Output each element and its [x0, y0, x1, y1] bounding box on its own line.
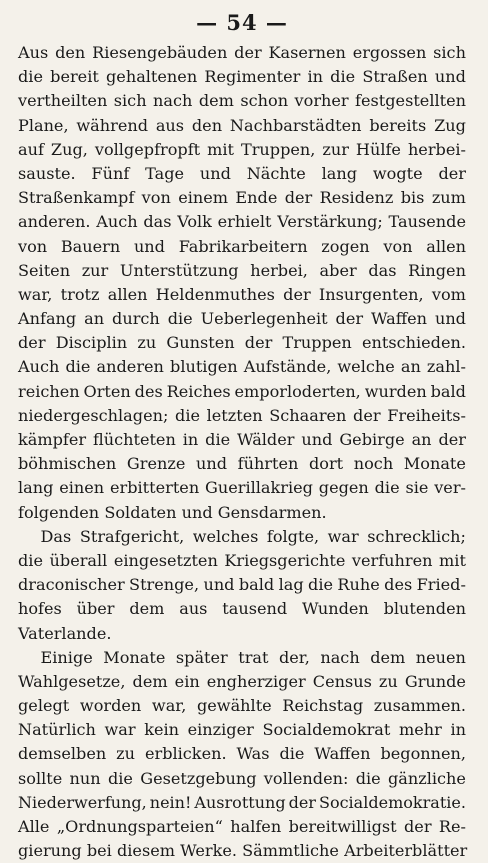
text-line — [18, 283, 466, 307]
text-line — [18, 597, 466, 621]
word: Aufstände, — [243, 357, 332, 377]
word: und — [133, 236, 165, 256]
word: sollte — [18, 768, 63, 788]
word: der — [335, 309, 364, 329]
word: gegen — [318, 478, 369, 498]
word: des — [384, 575, 413, 595]
word: bis — [400, 188, 425, 208]
word: Tausende — [388, 212, 466, 232]
text-line — [18, 186, 466, 210]
word: Sämmtliche — [242, 841, 339, 861]
body-text — [18, 41, 466, 863]
word: während — [76, 115, 149, 135]
text-line — [18, 114, 466, 138]
word: dem — [129, 599, 165, 619]
word: Gesetzgebung — [140, 768, 257, 788]
word: Census — [312, 671, 372, 691]
word: Straßenkampf — [18, 188, 135, 208]
word: engherziger — [206, 671, 306, 691]
word: die — [205, 430, 231, 449]
word: Natürlich — [18, 720, 96, 740]
word: später — [175, 647, 228, 667]
word: herbei- — [407, 139, 466, 159]
word: erbitterten — [110, 478, 200, 498]
word: bereits — [369, 115, 427, 135]
word: letzten — [206, 405, 263, 425]
word: Kriegsgerichte — [224, 550, 346, 570]
word: Ausrottung — [194, 792, 286, 812]
word: demselben — [18, 744, 107, 764]
word: lang — [321, 163, 358, 183]
word: dem — [198, 91, 234, 111]
text-line — [18, 670, 466, 694]
word: Ueberlegenheit — [200, 309, 328, 329]
word: war — [327, 526, 359, 546]
word: Fried- — [416, 575, 466, 595]
text-line — [18, 839, 466, 863]
word: Volk — [177, 212, 212, 232]
word: Freiheits- — [387, 405, 466, 425]
word: in — [307, 67, 323, 87]
word: zum — [431, 188, 466, 208]
text-line — [18, 791, 466, 815]
word: Socialdemokrat — [262, 720, 391, 740]
text-line — [18, 476, 466, 500]
text-line — [18, 501, 466, 525]
word: dem — [132, 671, 168, 691]
word: und — [203, 575, 235, 595]
word: Fünf — [91, 163, 130, 183]
word: vom — [431, 284, 466, 304]
word: vorher — [294, 91, 349, 111]
word: die — [374, 478, 400, 498]
word: Waffen — [314, 744, 371, 764]
word: einziger — [187, 720, 254, 740]
word: mit — [439, 550, 466, 570]
word: ergossen — [352, 43, 427, 62]
word: Plane, — [18, 115, 69, 135]
word: der — [283, 284, 311, 304]
word: das — [368, 260, 397, 280]
word: allen — [426, 236, 466, 256]
word: gewählte — [196, 696, 272, 716]
text-line — [18, 307, 466, 331]
word: Strafgericht, — [79, 526, 185, 546]
word: Guerillakrieg — [205, 478, 313, 498]
word: herbei, — [250, 260, 308, 280]
word: Tage — [145, 163, 185, 183]
word: der, — [278, 647, 310, 667]
text-line — [18, 428, 466, 452]
word: wurden — [364, 381, 427, 401]
word: gelegt — [18, 696, 70, 716]
word: Straßen — [362, 67, 428, 87]
word: niedergeschlagen; — [18, 405, 169, 425]
word: aber — [319, 260, 357, 280]
word: und — [181, 502, 213, 522]
word: zu — [137, 333, 157, 353]
text-line — [18, 65, 466, 89]
word: Arbeiterblätter — [344, 841, 468, 861]
word: noch — [353, 454, 394, 474]
word: die — [279, 744, 305, 764]
word: Reichstag — [282, 696, 364, 716]
word: Insurgenten, — [318, 284, 424, 304]
word: kämpfer — [18, 430, 87, 449]
word: bereit — [50, 67, 99, 87]
word: an — [84, 309, 105, 329]
word: Nächte — [246, 163, 306, 183]
word: Waffen — [370, 309, 428, 329]
word: Werke. — [180, 841, 237, 861]
word: mehr — [398, 720, 442, 740]
text-line — [18, 162, 466, 186]
word: lang — [18, 478, 54, 498]
word: kein — [144, 720, 180, 740]
word: Bauern — [60, 236, 121, 256]
text-line — [18, 573, 466, 597]
word: Gensdarmen. — [217, 502, 327, 522]
word: und — [434, 67, 466, 87]
word: von — [18, 236, 48, 256]
word: an — [400, 357, 421, 377]
word: die — [18, 67, 43, 87]
word: Re- — [438, 817, 466, 836]
word: Anfang — [18, 309, 77, 329]
word: der — [288, 792, 316, 812]
word: Vaterlande. — [18, 623, 112, 643]
word: den — [191, 115, 223, 135]
word: lag — [278, 575, 304, 595]
word: Soldaten — [104, 502, 177, 522]
word: Strenge, — [129, 575, 200, 595]
word: das — [143, 212, 172, 232]
word: nach — [153, 91, 193, 111]
word: sich — [433, 43, 466, 62]
word: in — [450, 720, 466, 740]
word: zur — [322, 139, 349, 159]
word: sie — [405, 478, 429, 498]
word: Das — [40, 526, 72, 546]
word: Ende — [235, 188, 278, 208]
word: Einige — [40, 647, 93, 667]
word: blutigen — [170, 357, 238, 377]
text-line — [18, 694, 466, 718]
word: in — [182, 430, 199, 449]
word: wogte — [372, 163, 423, 183]
word: Reiches — [166, 381, 231, 401]
word: Nachbarstädten — [229, 115, 362, 135]
word: emporloderten, — [234, 381, 361, 401]
word: verfuhren — [351, 550, 433, 570]
word: Residenz — [319, 188, 394, 208]
text-line — [18, 380, 466, 404]
text-line — [18, 331, 466, 355]
word: Aus — [18, 43, 49, 62]
word: einen — [59, 478, 105, 498]
text-line — [18, 452, 466, 476]
text-line — [18, 210, 466, 234]
word: der — [353, 405, 381, 425]
word: Verstärkung; — [277, 212, 383, 232]
word: nun — [69, 768, 101, 788]
word: und — [434, 309, 466, 329]
text-line — [18, 41, 466, 65]
word: begonnen, — [380, 744, 466, 764]
word: Zug — [434, 115, 466, 135]
word: eingesetzten — [113, 550, 218, 570]
word: „Ordnungsparteien“ — [56, 817, 223, 836]
word: Auch — [96, 212, 138, 232]
word: Seiten — [18, 260, 71, 280]
word: welche — [337, 357, 395, 377]
word: trat — [238, 647, 269, 667]
word: erhielt — [217, 212, 272, 232]
word: Wunden — [301, 599, 369, 619]
text-line — [18, 742, 466, 766]
word: Gebirge — [339, 430, 405, 449]
word: Grenze — [126, 454, 186, 474]
word: Wälder — [237, 430, 295, 449]
word: Regimenter — [204, 67, 301, 87]
word: war, — [18, 284, 53, 304]
text-line — [18, 404, 466, 428]
word: einem — [178, 188, 229, 208]
text-line — [18, 259, 466, 283]
text-line — [18, 355, 466, 379]
page-number: — 54 — — [196, 10, 288, 35]
word: halfen — [230, 817, 282, 836]
word: Unterstützung — [119, 260, 239, 280]
word: des — [134, 381, 163, 401]
word: Kasernen — [268, 43, 346, 62]
text-line — [18, 646, 466, 670]
word: der — [244, 333, 273, 353]
word: festgestellten — [355, 91, 466, 111]
word: anderen. — [18, 212, 91, 232]
word: folgte, — [266, 526, 320, 546]
word: der — [404, 817, 432, 836]
word: der — [234, 43, 262, 62]
text-line — [18, 525, 466, 549]
word: hofes — [18, 599, 62, 619]
word: überall — [49, 550, 108, 570]
word: zogen — [321, 236, 370, 256]
word: draconischer — [18, 575, 125, 595]
word: gehaltenen — [106, 67, 198, 87]
word: die — [308, 575, 334, 595]
word: die — [167, 309, 193, 329]
word: blutenden — [383, 599, 466, 619]
word: bald — [430, 381, 466, 401]
word: neuen — [415, 647, 466, 667]
word: Truppen, — [241, 139, 316, 159]
word: die — [355, 768, 381, 788]
word: und — [199, 163, 231, 183]
word: zahl- — [426, 357, 466, 377]
word: bald — [238, 575, 275, 595]
word: mit — [207, 139, 235, 159]
word: bei — [86, 841, 112, 861]
word: Gunsten — [166, 333, 235, 353]
word: über — [76, 599, 115, 619]
word: folgenden — [18, 502, 100, 522]
word: Wahlgesetze, — [18, 671, 126, 691]
text-line — [18, 767, 466, 791]
text-line — [18, 815, 466, 839]
word: dem — [370, 647, 406, 667]
word: Riesengebäuden — [92, 43, 228, 62]
word: ver- — [434, 478, 466, 498]
word: der — [438, 163, 466, 183]
word: die — [65, 357, 91, 377]
text-line — [18, 138, 466, 162]
word: Heldenmuthes — [155, 284, 275, 304]
word: der — [438, 430, 466, 449]
word: sauste. — [18, 163, 76, 183]
word: Schaaren — [269, 405, 347, 425]
word: zu — [378, 671, 398, 691]
word: vollenden: — [263, 768, 349, 788]
word: sich — [113, 91, 147, 111]
word: die — [175, 405, 200, 425]
word: von — [141, 188, 171, 208]
word: Monate — [403, 454, 466, 474]
word: bereitwilligst — [288, 817, 397, 836]
word: welches — [192, 526, 259, 546]
text-line — [18, 89, 466, 113]
word: Was — [236, 744, 270, 764]
word: vollgepfropft — [94, 139, 201, 159]
word: Ringen — [408, 260, 466, 280]
word: aus — [179, 599, 208, 619]
text-line — [18, 718, 466, 742]
word: worden — [79, 696, 142, 716]
word: nach — [320, 647, 360, 667]
word: anderen — [96, 357, 164, 377]
word: Socialdemokratie. — [318, 792, 466, 812]
word: ein — [174, 671, 200, 691]
word: vertheilten — [18, 91, 108, 111]
word: von — [383, 236, 413, 256]
word: Truppen — [282, 333, 352, 353]
word: Hülfe — [355, 139, 401, 159]
word: trotz — [60, 284, 100, 304]
word: Alle — [18, 817, 50, 836]
text-line — [18, 549, 466, 573]
word: zu — [116, 744, 136, 764]
word: war — [104, 720, 136, 740]
word: die — [18, 550, 43, 570]
word: schrecklich; — [367, 526, 466, 546]
word: aus — [155, 115, 185, 135]
word: die — [330, 67, 356, 87]
word: Auch — [18, 357, 60, 377]
word: führten — [237, 454, 299, 474]
word: schon — [240, 91, 289, 111]
word: den — [55, 43, 86, 62]
word: an — [411, 430, 432, 449]
word: böhmischen — [18, 454, 117, 474]
word: nein! — [149, 792, 192, 812]
word: reichen — [18, 381, 80, 401]
word: tausend — [222, 599, 288, 619]
word: allen — [107, 284, 148, 304]
word: gänzliche — [387, 768, 466, 788]
word: durch — [112, 309, 160, 329]
word: Fabrikarbeitern — [178, 236, 308, 256]
word: flüchteten — [93, 430, 176, 449]
word: zusammen. — [373, 696, 466, 716]
word: auf — [18, 139, 44, 159]
word: Niederwerfung, — [18, 792, 147, 812]
word: war, — [151, 696, 187, 716]
word: und — [301, 430, 333, 449]
word: der — [18, 333, 46, 353]
word: Disciplin — [55, 333, 128, 353]
word: Orten — [83, 381, 131, 401]
word: entschieden. — [361, 333, 466, 353]
word: Grunde — [404, 671, 466, 691]
word: diesem — [116, 841, 175, 861]
word: Zug, — [50, 139, 88, 159]
word: erblicken. — [144, 744, 227, 764]
word: Monate — [103, 647, 166, 667]
word: die — [107, 768, 133, 788]
text-line — [18, 235, 466, 259]
word: zur — [81, 260, 109, 280]
word: Ruhe — [337, 575, 380, 595]
text-line — [18, 622, 466, 646]
word: und — [195, 454, 228, 474]
word: der — [284, 188, 313, 208]
word: gierung — [18, 841, 82, 861]
word: dort — [308, 454, 344, 474]
